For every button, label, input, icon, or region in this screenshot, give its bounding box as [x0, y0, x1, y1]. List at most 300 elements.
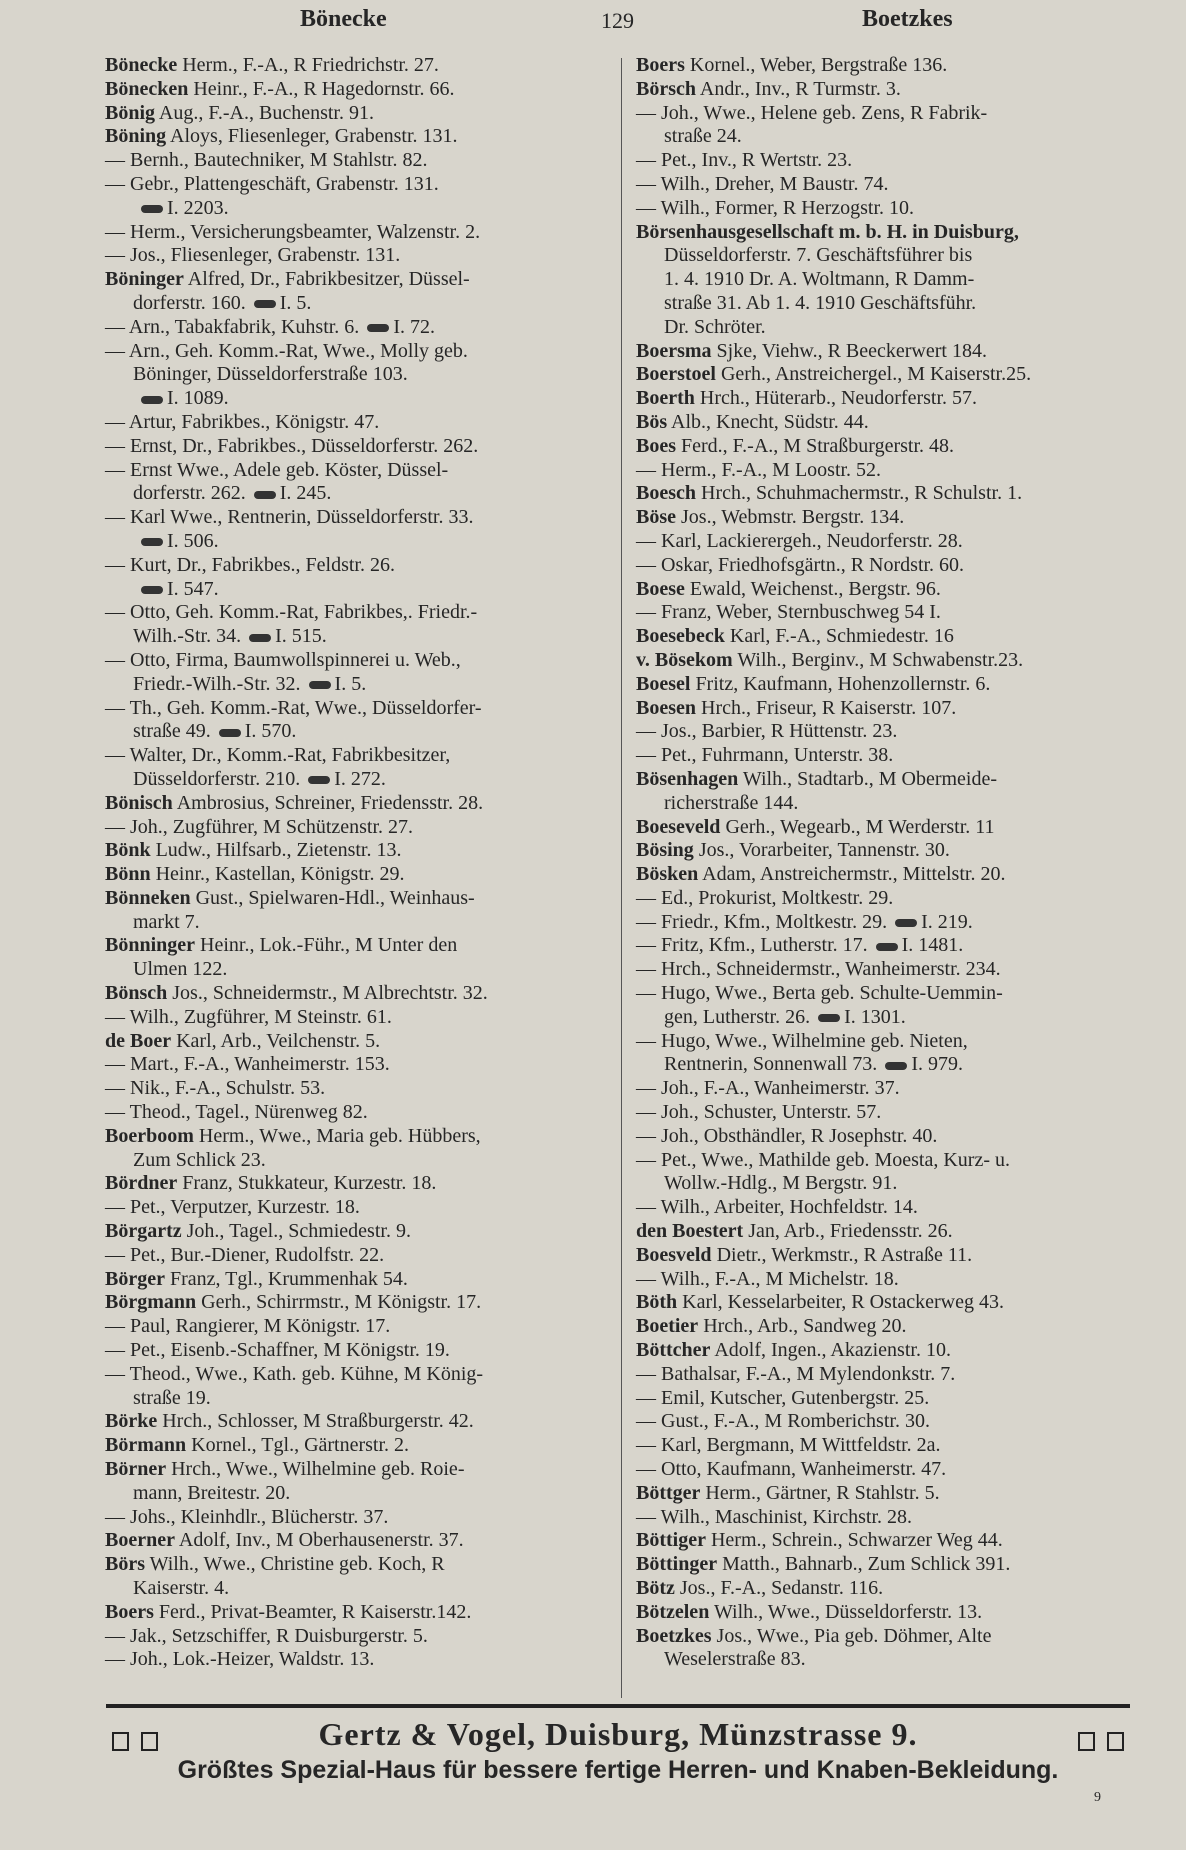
directory-entry-line — [636, 1077, 1136, 1101]
directory-entry-line — [636, 578, 1136, 602]
entry-surname: Böse — [636, 506, 676, 529]
directory-entry-line — [636, 1458, 1136, 1482]
entry-surname: v. Bösekom — [636, 648, 733, 671]
entry-surname: Bötz — [636, 1577, 675, 1599]
entry-text: Wollw.-Hdlg., M Bergstr. 91. — [664, 1172, 898, 1195]
entry-text: straße 24. — [664, 125, 742, 148]
directory-entry-line — [105, 1030, 605, 1054]
entry-text: Gerh., Anstreichergel., M Kaiserstr.25. — [715, 363, 1032, 386]
entry-text: Wilh.-Str. 34. — [133, 625, 242, 648]
left-column — [105, 54, 605, 1672]
entry-text: mann, Breitestr. 20. — [133, 1481, 291, 1504]
directory-entry-line — [105, 54, 605, 78]
entry-text: — Pet., Wwe., Mathilde geb. Moesta, Kurz- u. — [636, 1148, 1010, 1171]
entry-text: — Theod., Wwe., Kath. geb. Kühne, M König- — [105, 1362, 484, 1385]
entry-text: Karl, Kesselarbeiter, R Ostackerweg 43. — [677, 1291, 1004, 1314]
directory-entry-line — [636, 221, 1136, 245]
directory-entry-line — [105, 1410, 605, 1434]
entry-text: Aug., F.-A., Buchenstr. 91. — [155, 101, 374, 124]
directory-entry-line — [105, 1172, 605, 1196]
directory-entry-line — [636, 601, 1136, 625]
entry-text: Andr., Inv., R Turmstr. 3. — [696, 77, 901, 100]
entry-text: — Oskar, Friedhofsgärtn., R Nordstr. 60. — [636, 553, 965, 576]
entry-text: — Arn., Geh. Komm.-Rat, Wwe., Molly geb. — [105, 339, 468, 362]
telephone-number — [141, 530, 219, 554]
directory-entry-line — [636, 673, 1136, 697]
entry-surname: Bönk — [105, 839, 151, 862]
entry-text: — Otto, Kaufmann, Wanheimerstr. 47. — [636, 1458, 947, 1481]
telephone-icon — [818, 1014, 840, 1022]
directory-entry-line — [636, 839, 1136, 863]
entry-text: — Herm., Versicherungsbeamter, Walzenstr. 2. — [105, 220, 481, 243]
entry-surname: Bördner — [105, 1172, 178, 1195]
telephone-number — [141, 387, 229, 411]
entry-text: — Pet., Fuhrmann, Unterstr. 38. — [636, 744, 894, 767]
telephone-value: I. 547. — [167, 577, 219, 600]
directory-entry-line — [105, 697, 605, 721]
entry-text: — Wilh., Maschinist, Kirchstr. 28. — [636, 1505, 913, 1528]
entry-text: Aloys, Fliesenleger, Grabenstr. 131. — [166, 125, 458, 148]
entry-text: Herm., Wwe., Maria geb. Hübbers, — [193, 1124, 481, 1147]
directory-entry-line — [105, 744, 605, 768]
entry-text: — Wilh., Former, R Herzogstr. 10. — [636, 196, 914, 219]
entry-surname: Börsch — [636, 77, 696, 100]
telephone-value: I. 1301. — [844, 1005, 906, 1028]
telephone-value: I. 506. — [167, 529, 219, 552]
directory-entry-line — [105, 411, 605, 435]
entry-text: Joh., Tagel., Schmiedestr. 9. — [181, 1220, 411, 1243]
entry-surname: Börger — [105, 1267, 165, 1290]
directory-entry-line — [105, 340, 605, 364]
telephone-icon — [895, 919, 917, 927]
entry-text: — Fritz, Kfm., Lutherstr. 17. — [636, 934, 868, 957]
entry-text: Ludw., Hilfsarb., Zietenstr. 13. — [150, 839, 402, 862]
right-column — [636, 54, 1136, 1672]
entry-surname: Börsenhausgesellschaft m. b. H. in Duisburg, — [636, 220, 1019, 243]
directory-entry-line — [105, 1529, 605, 1553]
entry-text: — Karl, Lackierergeh., Neudorferstr. 28. — [636, 529, 963, 552]
directory-entry-line — [105, 1387, 605, 1411]
entry-text: Ulmen 122. — [133, 958, 228, 981]
directory-entry-line — [105, 1268, 605, 1292]
entry-text: — Hugo, Wwe., Berta geb. Schulte-Uemmin- — [636, 982, 1003, 1005]
entry-surname: Boese — [636, 577, 685, 600]
directory-entry-line — [105, 1291, 605, 1315]
entry-text: straße 19. — [133, 1386, 211, 1409]
telephone-icon — [219, 729, 241, 737]
directory-entry-line — [636, 54, 1136, 78]
telephone-value: I. 570. — [244, 720, 297, 743]
entry-surname: Boesch — [636, 482, 696, 505]
telephone-number — [254, 292, 312, 316]
entry-text: — Nik., F.-A., Schulstr. 53. — [105, 1077, 326, 1100]
directory-entry-line — [105, 102, 605, 126]
entry-surname: Börmann — [105, 1434, 187, 1457]
entry-text: richerstraße 144. — [664, 791, 799, 814]
entry-text: Kornel., Tgl., Gärtnerstr. 2. — [186, 1434, 410, 1457]
directory-entry-line — [105, 363, 605, 387]
directory-entry-line — [636, 387, 1136, 411]
directory-entry-line — [105, 1220, 605, 1244]
entry-surname: Boetzkes — [636, 1624, 712, 1647]
directory-entry-line — [105, 1149, 605, 1173]
entry-text: — Joh., Lok.-Heizer, Waldstr. 13. — [105, 1648, 375, 1671]
entry-text: Zum Schlick 23. — [133, 1148, 266, 1171]
entry-text: Jos., Schneidermstr., M Albrechtstr. 32. — [167, 982, 488, 1005]
advertisement-name: Gertz & Vogel, Duisburg, Münzstrasse 9. — [318, 1716, 918, 1752]
telephone-number — [308, 768, 386, 792]
entry-surname: Boerth — [636, 387, 695, 410]
directory-entry-line — [636, 554, 1136, 578]
entry-text: dorferstr. 262. — [133, 482, 246, 505]
directory-entry-line — [636, 102, 1136, 126]
entry-text: Rentnerin, Sonnenwall 73. — [664, 1053, 878, 1076]
directory-entry-line — [105, 1053, 605, 1077]
directory-entry-line — [636, 173, 1136, 197]
entry-text: Heinr., Kastellan, Königstr. 29. — [150, 863, 405, 886]
directory-entry-line — [636, 316, 1136, 340]
entry-text: Jos., Vorarbeiter, Tannenstr. 30. — [693, 839, 950, 862]
directory-entry-line — [636, 934, 1136, 958]
telephone-icon — [309, 681, 331, 689]
entry-surname: Bösenhagen — [636, 767, 739, 790]
entry-text: Matth., Bahnarb., Zum Schlick 391. — [717, 1553, 1011, 1576]
entry-surname: Bönig — [105, 101, 156, 124]
entry-text: Ambrosius, Schreiner, Friedensstr. 28. — [172, 791, 484, 814]
entry-text: Hrch., Schuhmachermstr., R Schulstr. 1. — [696, 482, 1023, 505]
entry-surname: Bötzelen — [636, 1600, 710, 1623]
entry-text: Gerh., Wegearb., M Werderstr. 11 — [720, 815, 995, 838]
directory-entry-line — [105, 1434, 605, 1458]
entry-surname: Bönneken — [105, 886, 191, 909]
telephone-number — [367, 316, 435, 340]
directory-entry-line — [105, 863, 605, 887]
telephone-value: I. 979. — [911, 1053, 963, 1076]
directory-entry-line — [105, 125, 605, 149]
directory-entry-line — [636, 244, 1136, 268]
telephone-icon — [141, 205, 163, 213]
entry-text: — Kurt, Dr., Fabrikbes., Feldstr. 26. — [105, 553, 395, 576]
entry-text: Alb., Knecht, Südstr. 44. — [667, 410, 869, 433]
entry-surname: Boesebeck — [636, 625, 725, 648]
telephone-icon — [141, 538, 163, 546]
directory-entry-line — [105, 601, 605, 625]
entry-surname: Börke — [105, 1410, 158, 1433]
entry-text: — Emil, Kutscher, Gutenbergstr. 25. — [636, 1386, 930, 1409]
entry-text: Heinr., F.-A., R Hagedornstr. 66. — [188, 77, 455, 100]
entry-text: — Th., Geh. Komm.-Rat, Wwe., Düsseldorfer- — [105, 696, 482, 719]
advertisement-headline — [106, 1716, 1130, 1753]
directory-entry-line — [105, 554, 605, 578]
entry-text: Düsseldorferstr. 7. Geschäftsführer bis — [664, 244, 973, 267]
directory-entry-line — [105, 1458, 605, 1482]
directory-entry-line — [636, 1434, 1136, 1458]
directory-entry-line — [105, 1196, 605, 1220]
entry-text: — Joh., Wwe., Helene geb. Zens, R Fabrik- — [636, 101, 988, 124]
directory-entry-line — [636, 1387, 1136, 1411]
directory-entry-line — [636, 1172, 1136, 1196]
entry-surname: Bönisch — [105, 791, 173, 814]
entry-text: gen, Lutherstr. 26. — [664, 1005, 811, 1028]
entry-text: Wilh., Wwe., Christine geb. Koch, R — [145, 1553, 445, 1576]
entry-text: — Otto, Geh. Komm.-Rat, Fabrikbes,. Friedr.- — [105, 601, 478, 624]
entry-text: Ewald, Weichenst., Bergstr. 96. — [684, 577, 941, 600]
directory-entry-line — [636, 1506, 1136, 1530]
entry-text: — Karl, Bergmann, M Wittfeldstr. 2a. — [636, 1434, 941, 1457]
directory-entry-line — [636, 887, 1136, 911]
directory-entry-line — [636, 1315, 1136, 1339]
entry-surname: Böth — [636, 1291, 678, 1314]
directory-entry-line — [105, 1482, 605, 1506]
running-head-left: Bönecke — [300, 6, 387, 32]
entry-text: — Herm., F.-A., M Loostr. 52. — [636, 458, 882, 481]
entry-text: Jos., F.-A., Sedanstr. 116. — [674, 1577, 884, 1599]
telephone-number — [219, 720, 297, 744]
directory-entry-line — [636, 1101, 1136, 1125]
directory-entry-line — [636, 1125, 1136, 1149]
entry-surname: Bönecken — [105, 77, 189, 100]
directory-entry-line — [105, 482, 605, 506]
entry-text: — Pet., Bur.-Diener, Rudolfstr. 22. — [105, 1243, 385, 1266]
directory-entry-line — [636, 744, 1136, 768]
entry-surname: Böttcher — [636, 1339, 711, 1362]
entry-surname: Bösken — [636, 863, 699, 886]
telephone-value: I. 5. — [334, 672, 367, 695]
entry-text: Weselerstraße 83. — [664, 1648, 806, 1671]
entry-surname: de Boer — [105, 1029, 172, 1052]
directory-entry-line — [105, 816, 605, 840]
entry-text: Ferd., Privat-Beamter, R Kaiserstr.142. — [153, 1600, 472, 1623]
entry-text: Wilh., Berginv., M Schwabenstr.23. — [732, 648, 1024, 671]
horizontal-rule — [106, 1704, 1130, 1708]
entry-surname: Boesel — [636, 672, 691, 695]
entry-surname: Boeseveld — [636, 815, 721, 838]
telephone-value: I. 272. — [334, 767, 386, 790]
directory-entry-line — [105, 459, 605, 483]
entry-text: — Ed., Prokurist, Moltkestr. 29. — [636, 886, 894, 909]
entry-text: Franz, Stukkateur, Kurzestr. 18. — [177, 1172, 437, 1195]
entry-text: Gust., Spielwaren-Hdl., Weinhaus- — [190, 886, 475, 909]
entry-text: Heinr., Lok.-Führ., M Unter den — [195, 934, 458, 957]
entry-text: Adolf, Ingen., Akazienstr. 10. — [710, 1339, 951, 1362]
directory-entry-line — [636, 435, 1136, 459]
directory-entry-line — [105, 578, 605, 602]
entry-text: — Pet., Inv., R Wertstr. 23. — [636, 149, 853, 172]
entry-surname: Boetier — [636, 1315, 699, 1338]
entry-surname: Böttiger — [636, 1529, 706, 1552]
directory-entry-line — [636, 1006, 1136, 1030]
entry-text: — Arn., Tabakfabrik, Kuhstr. 6. — [105, 315, 360, 338]
telephone-value: I. 245. — [279, 482, 332, 505]
directory-entry-line — [105, 625, 605, 649]
telephone-value: I. 5. — [279, 291, 312, 314]
telephone-number — [818, 1006, 906, 1030]
directory-entry-line — [636, 625, 1136, 649]
directory-entry-line — [105, 1339, 605, 1363]
entry-text: — Joh., Obsthändler, R Josephstr. 40. — [636, 1124, 938, 1147]
telephone-number — [254, 482, 332, 506]
directory-entry-line — [105, 911, 605, 935]
entry-surname: Bös — [636, 410, 668, 433]
telephone-icon — [367, 324, 389, 332]
directory-entry-line — [636, 863, 1136, 887]
directory-entry-line — [105, 387, 605, 411]
entry-text: Friedr.-Wilh.-Str. 32. — [133, 672, 301, 695]
directory-entry-line — [105, 530, 605, 554]
entry-text: Hrch., Hüterarb., Neudorferstr. 57. — [694, 387, 978, 410]
directory-entry-line — [105, 792, 605, 816]
directory-entry-line — [636, 1030, 1136, 1054]
directory-entry-line — [105, 887, 605, 911]
entry-surname: Bönninger — [105, 934, 196, 957]
telephone-icon — [254, 491, 276, 499]
directory-entry-line — [105, 1244, 605, 1268]
entry-text: — Pet., Eisenb.-Schaffner, M Königstr. 19. — [105, 1339, 450, 1362]
directory-entry-line — [636, 768, 1136, 792]
directory-entry-line — [636, 1220, 1136, 1244]
entry-text: — Wilh., F.-A., M Michelstr. 18. — [636, 1267, 899, 1290]
entry-text: Hrch., Wwe., Wilhelmine geb. Roie- — [166, 1458, 465, 1481]
directory-entry-line — [636, 149, 1136, 173]
entry-text: straße 49. — [133, 720, 211, 743]
directory-entry-line — [636, 792, 1136, 816]
directory-entry-line — [105, 958, 605, 982]
telephone-number — [141, 578, 219, 602]
entry-text: Hrch., Friseur, R Kaiserstr. 107. — [696, 696, 957, 719]
entry-text: — Jos., Barbier, R Hüttenstr. 23. — [636, 720, 898, 743]
entry-surname: Börs — [105, 1553, 145, 1576]
entry-text: — Ernst Wwe., Adele geb. Köster, Düssel- — [105, 458, 449, 481]
directory-entry-line — [636, 720, 1136, 744]
telephone-icon — [141, 396, 163, 404]
column-divider — [621, 58, 622, 1698]
entry-text: — Bathalsar, F.-A., M Mylendonkstr. 7. — [636, 1362, 956, 1385]
telephone-icon — [876, 943, 898, 951]
directory-entry-line — [636, 1196, 1136, 1220]
entry-text: Hrch., Arb., Sandweg 20. — [698, 1315, 907, 1338]
entry-surname: Börgmann — [105, 1291, 197, 1314]
directory-entry-line — [636, 697, 1136, 721]
advertisement-tagline: Größtes Spezial-Haus für bessere fertige Herren- und Knaben-Bekleidung. — [177, 1756, 1059, 1784]
directory-entry-line — [105, 1315, 605, 1339]
entry-surname: Boers — [636, 54, 685, 76]
directory-entry-line — [105, 1101, 605, 1125]
signature-mark: 9 — [1094, 1790, 1101, 1805]
entry-text: — Paul, Rangierer, M Königstr. 17. — [105, 1315, 391, 1338]
directory-entry-line — [105, 649, 605, 673]
entry-text: Dietr., Werkmstr., R Astraße 11. — [711, 1243, 973, 1266]
entry-text: Kaiserstr. 4. — [133, 1577, 230, 1599]
directory-entry-line — [636, 78, 1136, 102]
entry-surname: Bösing — [636, 839, 694, 862]
directory-entry-line — [105, 1553, 605, 1577]
entry-text: Sjke, Viehw., R Beeckerwert 184. — [711, 339, 987, 362]
entry-text: dorferstr. 160. — [133, 291, 246, 314]
entry-text: — Wilh., Zugführer, M Steinstr. 61. — [105, 1005, 392, 1028]
directory-entry-line — [105, 1625, 605, 1649]
entry-text: Adam, Anstreichermstr., Mittelstr. 20. — [698, 863, 1006, 886]
entry-text: Adolf, Inv., M Oberhausenerstr. 37. — [174, 1529, 464, 1552]
entry-text: Wilh., Wwe., Düsseldorferstr. 13. — [709, 1600, 983, 1623]
telephone-number — [141, 197, 229, 221]
entry-text: Herm., Schrein., Schwarzer Weg 44. — [705, 1529, 1003, 1552]
entry-text: — Wilh., Arbeiter, Hochfeldstr. 14. — [636, 1196, 918, 1219]
entry-surname: Böning — [105, 125, 167, 148]
directory-entry-line — [105, 173, 605, 197]
directory-entry-line — [636, 530, 1136, 554]
telephone-number — [876, 934, 964, 958]
directory-entry-line — [636, 1601, 1136, 1625]
entry-text: — Hugo, Wwe., Wilhelmine geb. Nieten, — [636, 1029, 968, 1052]
directory-entry-line — [105, 1601, 605, 1625]
directory-entry-line — [636, 1291, 1136, 1315]
entry-text: — Joh., Zugführer, M Schützenstr. 27. — [105, 815, 414, 838]
entry-text: 1. 4. 1910 Dr. A. Woltmann, R Damm- — [664, 268, 975, 291]
entry-text: Fritz, Kaufmann, Hohenzollernstr. 6. — [690, 672, 991, 695]
directory-entry-line — [105, 268, 605, 292]
directory-entry-line — [105, 221, 605, 245]
entry-text: — Artur, Fabrikbes., Königstr. 47. — [105, 410, 380, 433]
entry-text: Düsseldorferstr. 210. — [133, 767, 301, 790]
directory-entry-line — [636, 1149, 1136, 1173]
telephone-icon — [254, 300, 276, 308]
telephone-value: I. 515. — [275, 625, 327, 648]
entry-surname: Boersma — [636, 339, 712, 362]
directory-entry-line — [105, 149, 605, 173]
entry-text: — Bernh., Bautechniker, M Stahlstr. 82. — [105, 149, 428, 172]
telephone-number — [895, 911, 973, 935]
directory-entry-line — [636, 1410, 1136, 1434]
directory-entry-line — [636, 1577, 1136, 1601]
directory-entry-line — [636, 1244, 1136, 1268]
directory-entry-line — [636, 411, 1136, 435]
entry-text: — Johs., Kleinhdlr., Blücherstr. 37. — [105, 1505, 389, 1528]
directory-entry-line — [105, 934, 605, 958]
box-ornament-icon — [1072, 1720, 1130, 1757]
directory-entry-line — [636, 363, 1136, 387]
entry-text: Alfred, Dr., Fabrikbesitzer, Düssel- — [183, 268, 470, 291]
entry-text: — Gebr., Plattengeschäft, Grabenstr. 131. — [105, 172, 439, 195]
directory-entry-line — [105, 1077, 605, 1101]
entry-text: — Friedr., Kfm., Moltkestr. 29. — [636, 910, 888, 933]
page-number: 129 — [601, 8, 634, 33]
telephone-icon — [308, 776, 330, 784]
telephone-value: I. 219. — [921, 910, 973, 933]
entry-text: Karl, F.-A., Schmiedestr. 16 — [724, 625, 954, 648]
entry-surname: Boerstoel — [636, 363, 716, 386]
entry-text: — Ernst, Dr., Fabrikbes., Düsseldorferstr. 262. — [105, 434, 479, 457]
directory-entry-line — [105, 1506, 605, 1530]
directory-entry-line — [636, 1268, 1136, 1292]
telephone-value: I. 2203. — [167, 196, 229, 219]
directory-entry-line — [636, 482, 1136, 506]
directory-entry-line — [105, 673, 605, 697]
directory-entry-line — [105, 435, 605, 459]
directory-entry-line — [105, 1363, 605, 1387]
telephone-number — [249, 625, 327, 649]
entry-text: Jan, Arb., Friedensstr. 26. — [743, 1220, 953, 1243]
directory-entry-line — [636, 125, 1136, 149]
entry-surname: Bönecke — [105, 54, 178, 76]
telephone-number — [309, 673, 367, 697]
entry-text: — Hrch., Schneidermstr., Wanheimerstr. 234. — [636, 958, 1001, 981]
directory-entry-line — [105, 839, 605, 863]
directory-entry-line — [105, 768, 605, 792]
directory-entry-line — [636, 911, 1136, 935]
directory-entry-line — [636, 268, 1136, 292]
entry-text: — Otto, Firma, Baumwollspinnerei u. Web., — [105, 648, 461, 671]
entry-text: — Walter, Dr., Komm.-Rat, Fabrikbesitzer, — [105, 744, 451, 767]
